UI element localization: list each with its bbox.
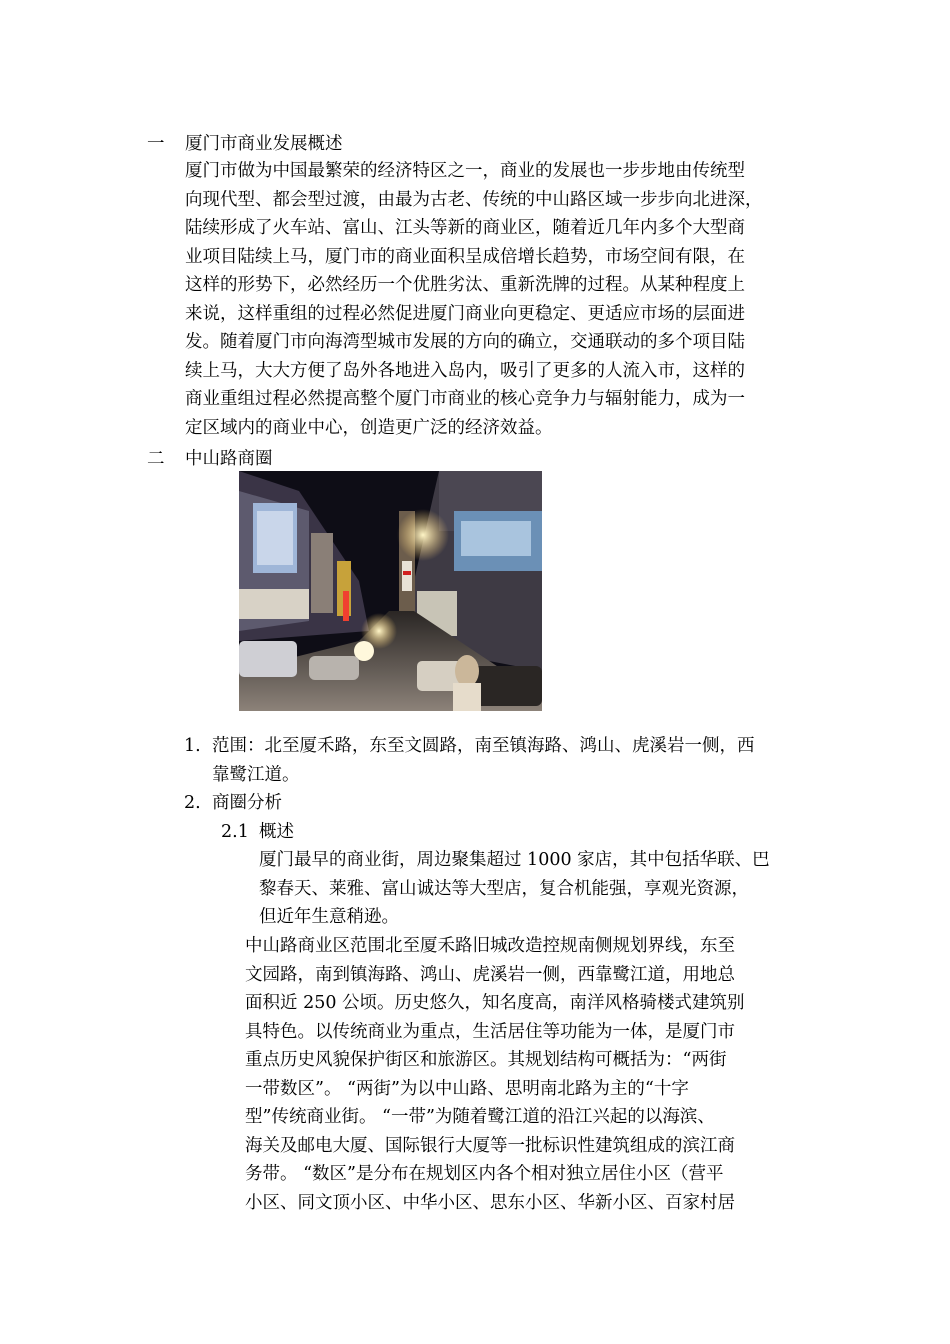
list-item-line: 靠鹭江道。 (212, 764, 300, 785)
street-night-photo-illustration (239, 471, 542, 711)
subitem-title: 概述 (259, 822, 294, 842)
list-item-line: 范围：北至厦禾路，东至文圆路，南至镇海路、鸿山、虎溪岩一侧，西 (212, 736, 755, 756)
body-line: 面积近 250 公顷。历史悠久，知名度高，南洋风格骑楼式建筑别 (245, 993, 745, 1013)
list-item-text (212, 732, 755, 789)
section-1-number: 一 (147, 134, 165, 154)
body-line: 重点历史风貌保护街区和旅游区。其规划结构可概括为：“两街 (245, 1050, 727, 1070)
body-line: 型”传统商业街。 “一带”为随着鹭江道的沿江兴起的以海滨、 (245, 1107, 715, 1127)
body-line: 务带。 “数区”是分布在规划区内各个相对独立居住小区（营平 (245, 1164, 724, 1184)
body-line: 陆续形成了火车站、富山、江头等新的商业区，随着近几年内多个大型商 (185, 218, 745, 238)
body-line: 这样的形势下，必然经历一个优胜劣汰、重新洗牌的过程。从某种程度上 (185, 275, 745, 295)
street-night-photo (239, 471, 542, 711)
body-line: 小区、同文顶小区、中华小区、思东小区、华新小区、百家村居 (245, 1192, 735, 1213)
subitem-body (259, 846, 805, 932)
body-line: 一带数区”。 “两街”为以中山路、思明南北路为主的“十字 (245, 1078, 689, 1099)
body-line: 向现代型、都会型过渡，由最为古老、传统的中山路区域一步步向北进深， (185, 189, 763, 210)
section-2-number: 二 (147, 449, 165, 469)
body-line: 续上马，大大方便了岛外各地进入岛内，吸引了更多的人流入市，这样的 (185, 360, 745, 381)
subitem-number: 2.1 (221, 822, 249, 842)
section-1-title: 厦门市商业发展概述 (185, 134, 343, 154)
body-line: 海关及邮电大厦、国际银行大厦等一批标识性建筑组成的滨江商 (245, 1135, 735, 1156)
body-line: 厦门最早的商业街，周边聚集超过 1000 家店，其中包括华联、巴 (259, 850, 770, 870)
body-line: 文园路，南到镇海路、鸿山、虎溪岩一侧，西靠鹭江道，用地总 (245, 964, 735, 985)
list-item-line: 商圈分析 (212, 793, 282, 813)
body-line: 业项目陆续上马，厦门市的商业面积呈成倍增长趋势，市场空间有限，在 (185, 246, 745, 267)
list-item-text (212, 789, 282, 818)
body-line: 定区域内的商业中心，创造更广泛的经济效益。 (185, 417, 553, 438)
body-line: 黎春天、莱雅、富山诚达等大型店，复合机能强，享观光资源， (259, 878, 749, 899)
body-line: 中山路商业区范围北至厦禾路旧城改造控规南侧规划界线，东至 (245, 936, 735, 956)
section-2-title: 中山路商圈 (185, 449, 273, 469)
body-line: 具特色。以传统商业为重点，生活居住等功能为一体，是厦门市 (245, 1021, 735, 1042)
section-1-body (185, 157, 805, 442)
body-line: 来说，这样重组的过程必然促进厦门商业向更稳定、更适应市场的层面进 (185, 303, 745, 324)
body-line: 厦门市做为中国最繁荣的经济特区之一，商业的发展也一步步地由传统型 (185, 161, 745, 181)
body-line: 但近年生意稍逊。 (259, 907, 399, 927)
list-item-number: 2. (184, 793, 201, 813)
list-item-number: 1. (184, 736, 201, 756)
zhongshan-road-description (245, 932, 805, 1217)
body-line: 商业重组过程必然提高整个厦门市商业的核心竞争力与辐射能力，成为一 (185, 389, 745, 409)
body-line: 发。随着厦门市向海湾型城市发展的方向的确立，交通联动的多个项目陆 (185, 332, 745, 352)
